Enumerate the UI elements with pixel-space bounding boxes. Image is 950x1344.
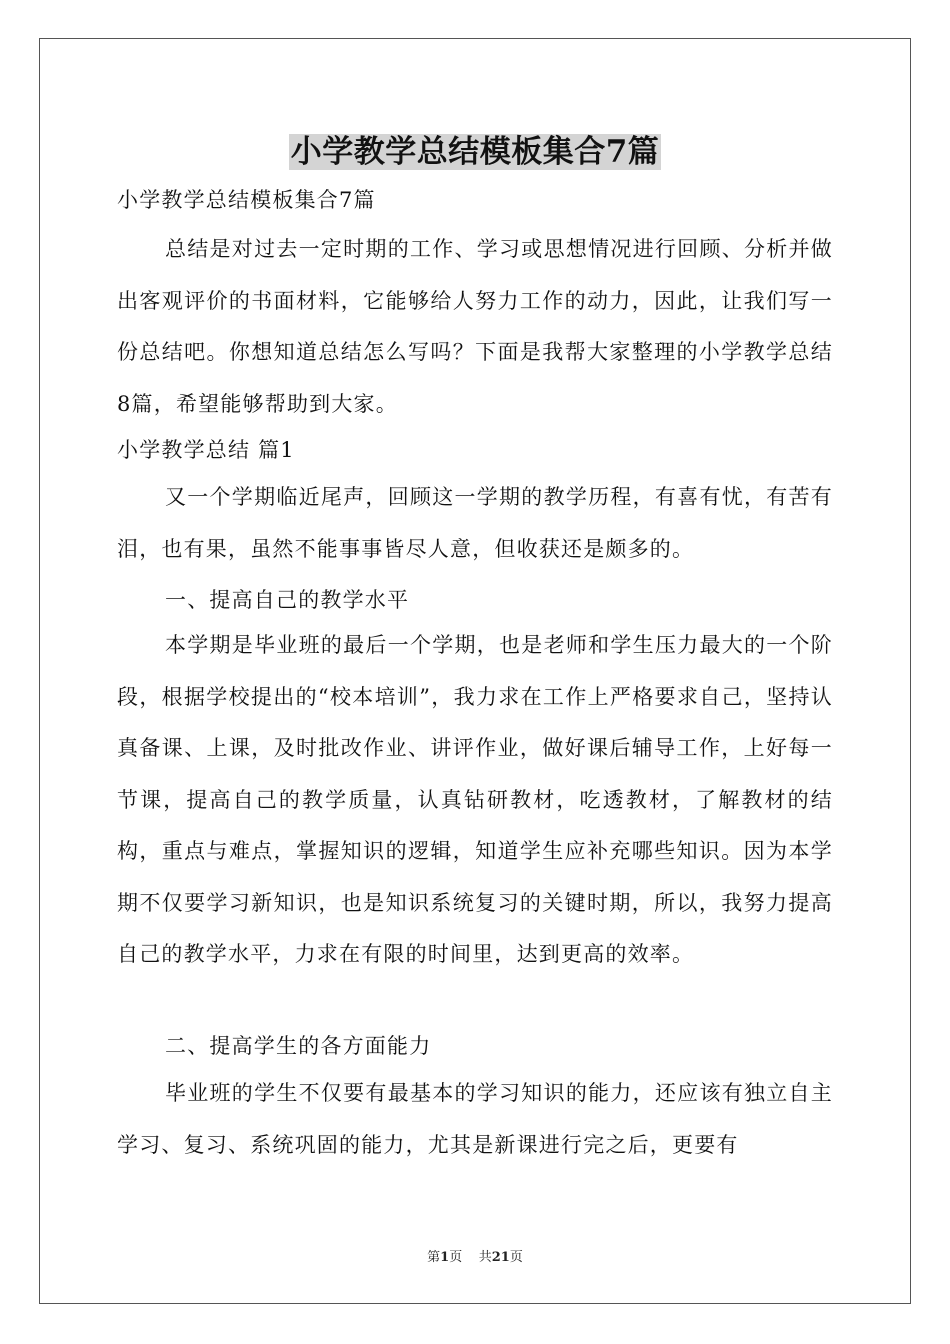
document-subtitle: 小学教学总结模板集合7篇 — [117, 188, 376, 212]
point1-heading: 一、提高自己的教学水平 — [165, 588, 410, 612]
section1-paragraph: 又一个学期临近尾声，回顾这一学期的教学历程，有喜有忧，有苦有泪，也有果，虽然不能事事皆尽人意，但收获还是颇多的。 — [117, 485, 833, 561]
intro-paragraph: 总结是对过去一定时期的工作、学习或思想情况进行回顾、分析并做出客观评价的书面材料，它能够给人努力工作的动力，因此，让我们写一份总结吧。你想知道总结怎么写吗？下面是我帮大家整理的小学教学总结8篇，希望能够帮助到大家。 — [117, 237, 833, 416]
footer-page-number: 1 — [440, 1250, 450, 1265]
point2-paragraph: 毕业班的学生不仅要有最基本的学习知识的能力，还应该有独立自主学习、复习、系统巩固的能力，尤其是新课进行完之后，更要有 — [117, 1081, 833, 1157]
document-title-text: 小学教学总结模板集合7篇 — [290, 134, 660, 170]
point2-heading: 二、提高学生的各方面能力 — [165, 1034, 432, 1058]
footer-page-mid: 页 共 — [449, 1250, 492, 1265]
footer-page-suffix: 页 — [509, 1250, 523, 1265]
footer-page-total: 21 — [491, 1250, 510, 1265]
page-footer — [0, 1246, 950, 1265]
point1-paragraph: 本学期是毕业班的最后一个学期，也是老师和学生压力最大的一个阶段，根据学校提出的“校本培训”，我力求在工作上严格要求自己，坚持认真备课、上课，及时批改作业、讲评作业，做好课后辅导工作，上好每一节课，提高自己的教学质量，认真钻研教材，吃透教材，了解教材的结构，重点与难点，掌握知识的逻辑，知道学生应补充哪些知识。因为本学期不仅要学习新知识，也是知识系统复习的关键时期，所以，我努力提高自己的教学水平，力求在有限的时间里，达到更高的效率。 — [117, 633, 833, 966]
document-title — [117, 126, 833, 171]
footer-page-prefix: 第 — [427, 1250, 441, 1265]
section-heading: 小学教学总结 篇1 — [117, 438, 295, 462]
